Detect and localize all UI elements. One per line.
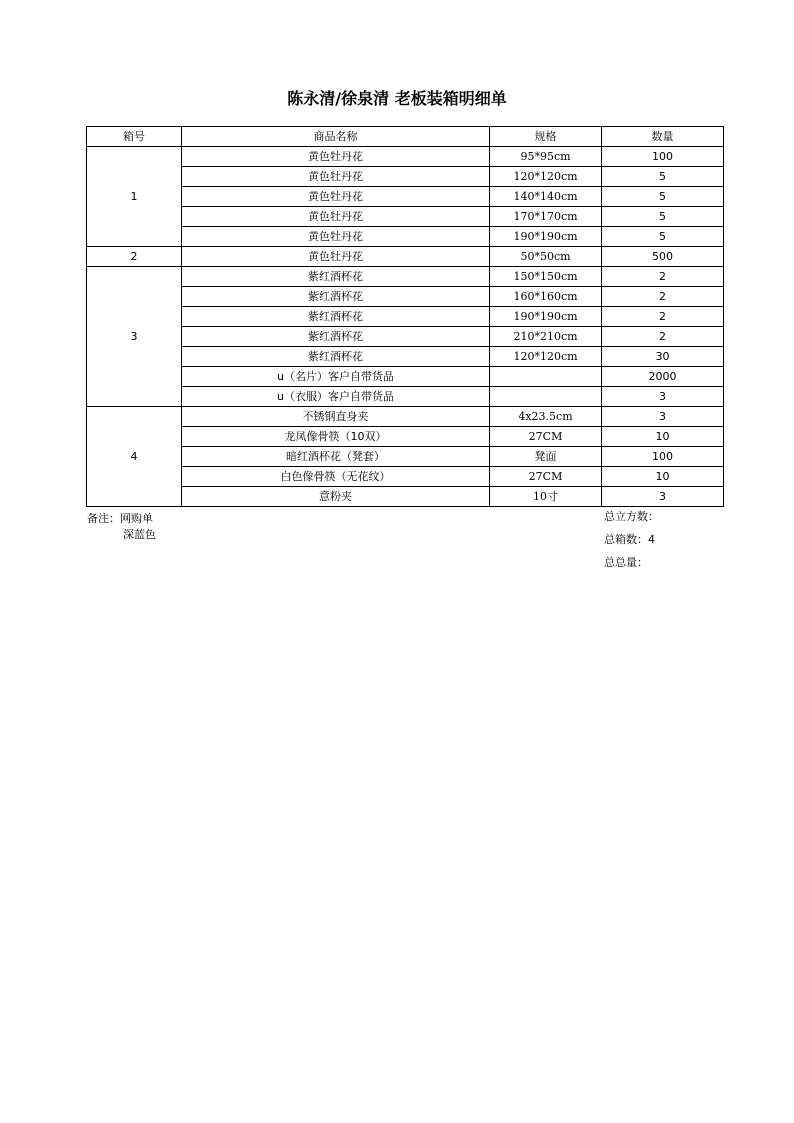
spec-cell: 190*190cm [490,227,602,247]
table-row [87,227,724,247]
product-name-cell: 黄色牡丹花 [182,147,490,167]
product-name-cell: 黄色牡丹花 [182,207,490,227]
spec-cell [490,387,602,407]
product-name-cell: 不锈钢直身夹 [182,407,490,427]
spec-cell: 95*95cm [490,147,602,167]
product-name-cell: 紫红酒杯花 [182,307,490,327]
quantity-cell: 3 [602,407,724,427]
box-number-cell: 4 [87,407,182,507]
quantity-cell: 5 [602,227,724,247]
quantity-cell: 10 [602,427,724,447]
product-name-cell: 紫红酒杯花 [182,327,490,347]
page-title: 陈永清/徐泉清 老板装箱明细单 [287,89,507,108]
table-row [87,287,724,307]
product-name-cell: 黄色牡丹花 [182,187,490,207]
total-boxes: 总箱数：4 [604,533,655,546]
quantity-cell: 2 [602,267,724,287]
quantity-cell: 2 [602,327,724,347]
notes-label: 备注： [87,512,120,525]
table-row [87,207,724,227]
notes-line-1: 网购单 [120,512,153,525]
spec-cell [490,367,602,387]
spec-cell: 120*120cm [490,347,602,367]
product-name-cell: 紫红酒杯花 [182,347,490,367]
product-name-cell: 紫红酒杯花 [182,287,490,307]
spec-cell: 27CM [490,427,602,447]
box-number-cell: 3 [87,267,182,407]
table-row [87,467,724,487]
table-row [87,247,724,267]
table-row [87,367,724,387]
table-row [87,407,724,427]
spec-cell: 170*170cm [490,207,602,227]
spec-cell: 120*120cm [490,167,602,187]
table-row [87,307,724,327]
table-row [87,387,724,407]
table-row [87,427,724,447]
quantity-cell: 3 [602,387,724,407]
product-name-cell: u（衣服）客户自带货品 [182,387,490,407]
quantity-cell: 100 [602,147,724,167]
spec-cell: 50*50cm [490,247,602,267]
quantity-cell: 3 [602,487,724,507]
header-spec: 规格 [490,127,602,147]
quantity-cell: 2 [602,287,724,307]
quantity-cell: 500 [602,247,724,267]
table-header-row [87,127,724,147]
table-body [87,147,724,507]
table-row [87,267,724,287]
product-name-cell: 黄色牡丹花 [182,247,490,267]
product-name-cell: 龙凤像骨筷（10双） [182,427,490,447]
header-product-name: 商品名称 [182,127,490,147]
quantity-cell: 2 [602,307,724,327]
notes-line-2: 深蓝色 [123,528,156,541]
table-row [87,327,724,347]
spec-cell: 4x23.5cm [490,407,602,427]
box-number-cell: 2 [87,247,182,267]
packing-table [86,126,724,507]
quantity-cell: 5 [602,167,724,187]
table-row [87,447,724,467]
spec-cell: 140*140cm [490,187,602,207]
spec-cell: 150*150cm [490,267,602,287]
spec-cell: 190*190cm [490,307,602,327]
table-row [87,487,724,507]
quantity-cell: 5 [602,207,724,227]
header-box-no: 箱号 [87,127,182,147]
table-row [87,147,724,167]
quantity-cell: 10 [602,467,724,487]
spec-cell: 160*160cm [490,287,602,307]
spec-cell: 10寸 [490,487,602,507]
total-volume: 总立方数： [604,510,659,523]
summary-block [604,509,659,578]
spec-cell: 210*210cm [490,327,602,347]
product-name-cell: 紫红酒杯花 [182,267,490,287]
total-weight: 总总量： [604,556,648,569]
product-name-cell: 黄色牡丹花 [182,167,490,187]
product-name-cell: 黄色牡丹花 [182,227,490,247]
spec-cell: 27CM [490,467,602,487]
table-row [87,347,724,367]
spec-cell: 凳面 [490,447,602,467]
quantity-cell: 5 [602,187,724,207]
quantity-cell: 2000 [602,367,724,387]
table-row [87,187,724,207]
table-row [87,167,724,187]
header-quantity: 数量 [602,127,724,147]
product-name-cell: 意粉夹 [182,487,490,507]
quantity-cell: 30 [602,347,724,367]
product-name-cell: 白色像骨筷（无花纹） [182,467,490,487]
notes-block [87,511,156,543]
box-number-cell: 1 [87,147,182,247]
product-name-cell: u（名片）客户自带货品 [182,367,490,387]
quantity-cell: 100 [602,447,724,467]
product-name-cell: 暗红酒杯花（凳套） [182,447,490,467]
